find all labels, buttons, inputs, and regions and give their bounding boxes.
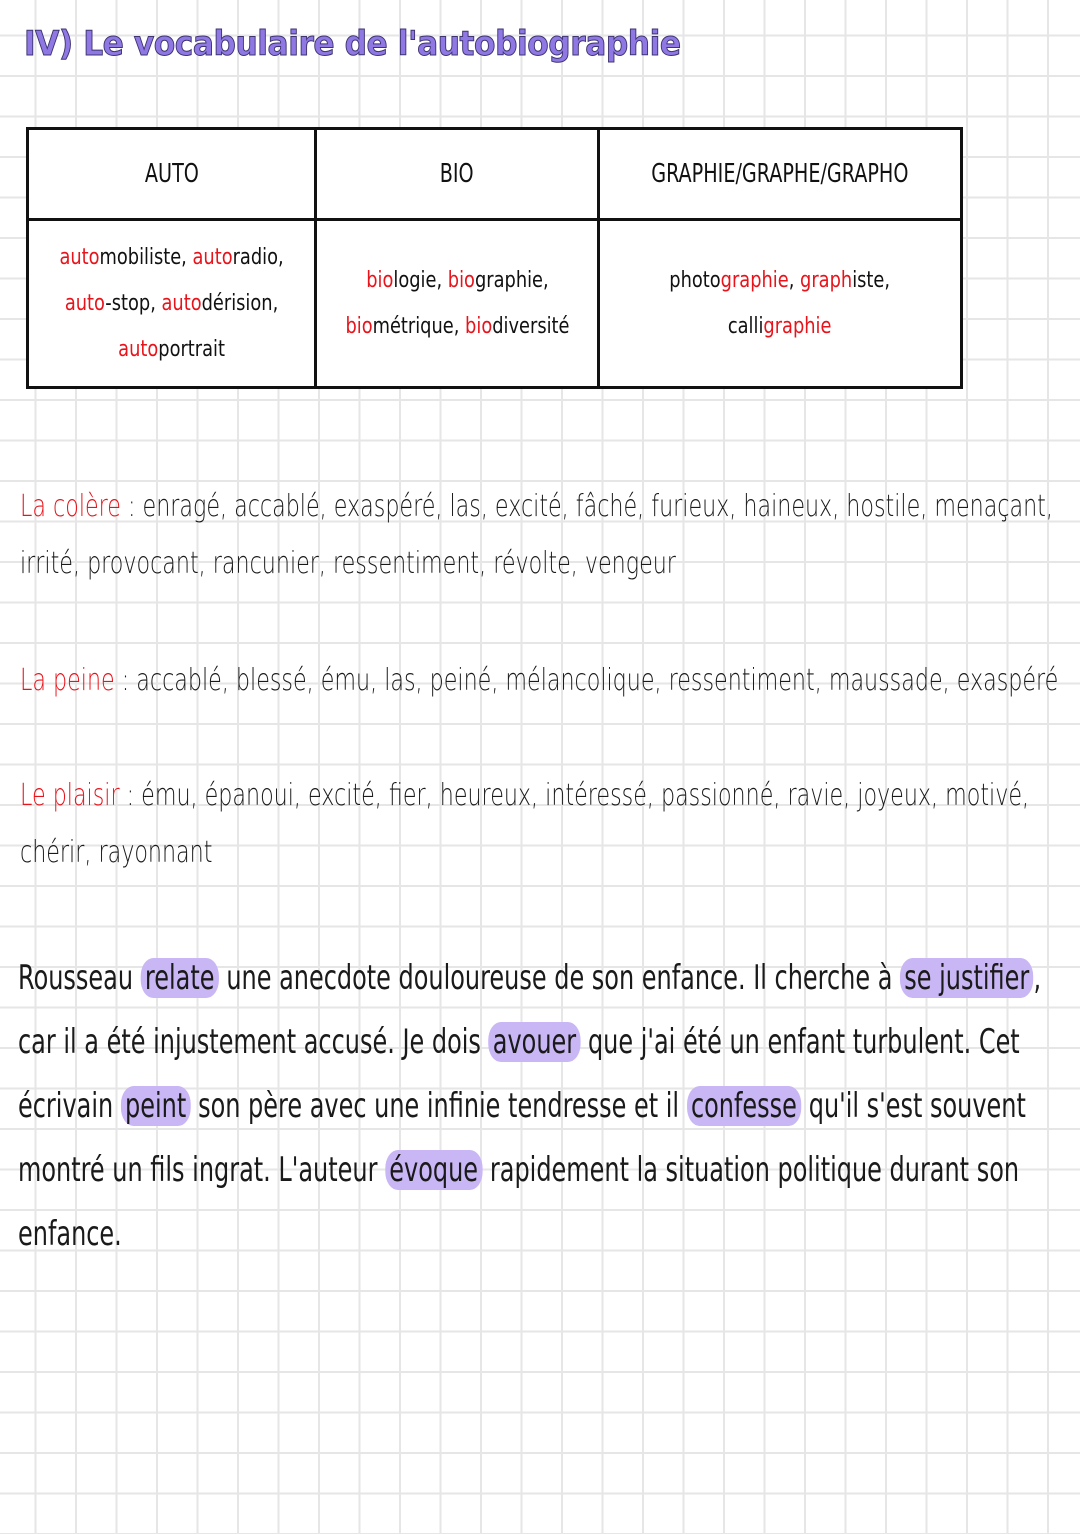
emotion-words: : ému, épanoui, excité, fier, heureux, intéressé, passionné, ravie, joyeux, motivé, chérir, rayonnant [20,778,1030,870]
cell-auto-examples [28,220,316,388]
word-part: auto [192,244,233,270]
word-part: bio [447,267,475,293]
emotion-plaisir [20,767,1071,881]
table-header-row [28,129,962,220]
word-part: graph [800,267,853,293]
word-part: -stop, [105,290,162,316]
paragraph-text: Rousseau [18,958,141,998]
word-part: portrait [158,336,225,362]
paragraph-text: rapidement la situation politique durant son enfance. [18,1150,1020,1254]
table-row [28,220,962,388]
highlighted-verb: se justifier [900,958,1033,998]
rousseau-paragraph [18,946,1054,1266]
paragraph-text: , car il a été injustement accusé. Je dois [18,958,1042,1062]
header-graphie [599,129,962,220]
cell-graphie-examples [599,220,962,388]
word-part: iste, [852,267,891,293]
highlighted-verb: relate [141,958,219,998]
word-part: radio, [232,244,284,270]
highlighted-verb: évoque [385,1150,482,1190]
header-auto [28,129,316,220]
word-part: auto [59,244,100,270]
cell-bio-examples [316,220,599,388]
emotion-peine [20,652,1071,709]
paragraph-text: son père avec une infinie tendresse et il [190,1086,687,1126]
word-part: auto [161,290,202,316]
word-part: graphie [763,313,832,339]
word-part: bio [365,267,393,293]
emotion-label: Le plaisir [20,778,120,813]
word-part: métrique, [372,313,465,339]
word-part: photo [669,267,721,293]
header-bio [316,129,599,220]
word-part: auto [118,336,159,362]
word-part: dérision, [201,290,279,316]
vocabulary-table [26,127,963,389]
word-part: bio [464,313,492,339]
header-auto-label: AUTO [144,159,199,189]
word-part: calli [728,313,764,339]
word-part: logie, [392,267,448,293]
highlighted-verb: confesse [687,1086,801,1126]
emotion-words: : enragé, accablé, exaspéré, las, excité, fâché, furieux, haineux, hostile, menaçant, irrité, provocant, rancunier, ressentiment, révolte, vengeur [20,489,1053,581]
word-part: bio [344,313,373,339]
word-part: , [789,267,801,293]
paragraph-text: une anecdote douloureuse de son enfance. Il cherche à [218,958,901,998]
page-title: IV) Le vocabulaire de l'autobiographie [24,24,681,64]
word-part: mobiliste, [99,244,193,270]
emotion-words: : accablé, blessé, ému, las, peiné, mélancolique, ressentiment, maussade, exaspéré [114,663,1059,698]
emotion-colere [20,478,1071,592]
highlighted-verb: avouer [489,1022,581,1062]
paragraph-text: qu'il s'est souvent montré un fils ingrat. L'auteur [18,1086,1026,1190]
header-bio-label: BIO [440,159,474,189]
word-part: graphie [720,267,790,293]
word-part: auto [64,290,106,316]
highlighted-verb: peint [121,1086,191,1126]
emotion-label: La peine [20,663,115,698]
word-part: diversité [491,313,570,339]
word-part: graphie, [474,267,549,293]
header-graphie-label: GRAPHIE/GRAPHE/GRAPHO [651,159,909,189]
paragraph-text: que j'ai été un enfant turbulent. Cet écrivain [18,1022,1020,1126]
emotion-label: La colère [20,489,121,524]
